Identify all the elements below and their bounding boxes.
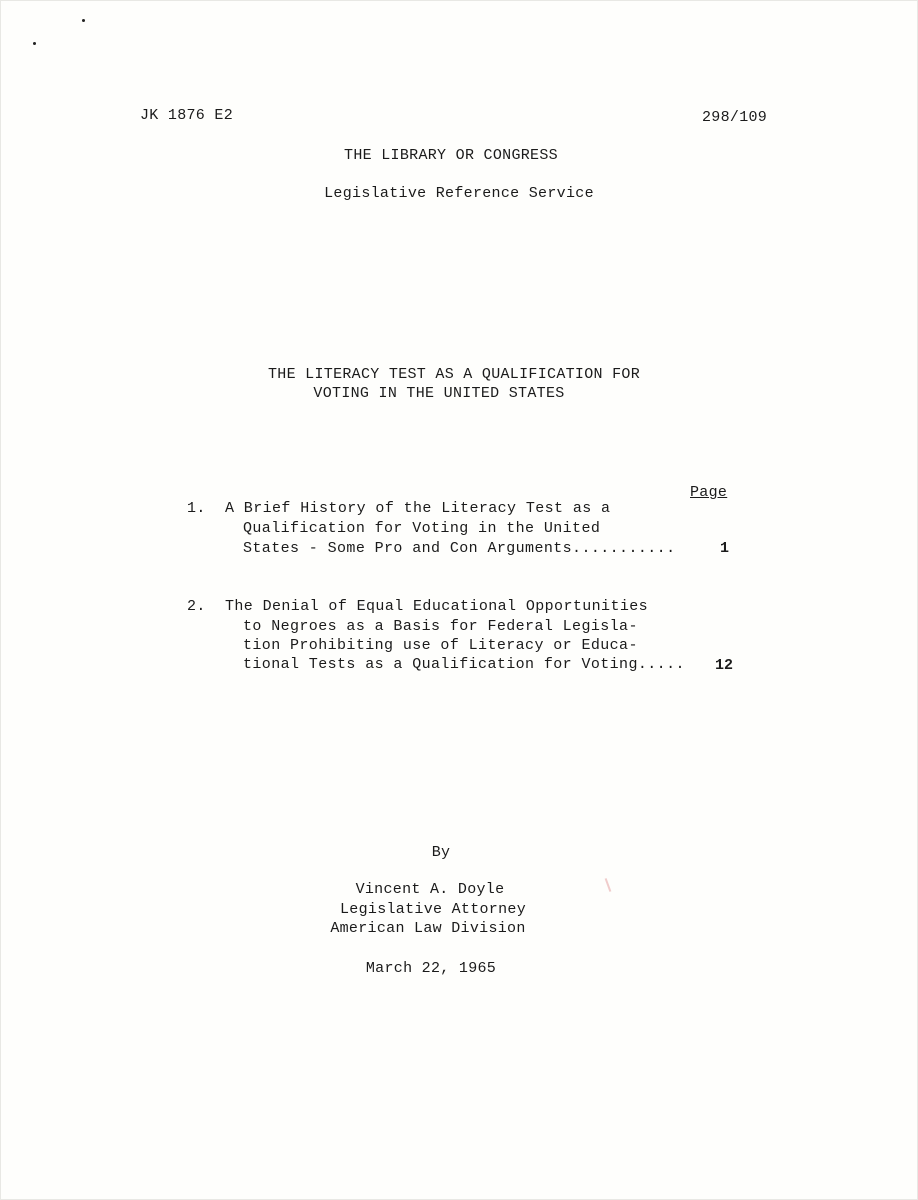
author-division: American Law Division xyxy=(330,920,526,937)
toc-item-line: States - Some Pro and Con Arguments........... xyxy=(243,540,676,557)
paper-speck xyxy=(82,19,85,22)
toc-item-page: 12 xyxy=(715,657,734,674)
author-position: Legislative Attorney xyxy=(339,901,527,918)
author-name: Vincent A. Doyle xyxy=(355,881,505,898)
call-number: JK 1876 E2 xyxy=(140,107,234,124)
toc-item-number: 2. xyxy=(187,598,206,615)
toc-item-line: Qualification for Voting in the United xyxy=(243,520,601,537)
service-name: Legislative Reference Service xyxy=(324,185,594,202)
institution-name: THE LIBRARY OR CONGRESS xyxy=(344,147,558,164)
title-line-2: VOTING IN THE UNITED STATES xyxy=(313,385,565,402)
document-date: March 22, 1965 xyxy=(365,960,497,977)
toc-item-number: 1. xyxy=(187,500,206,517)
document-number: 298/109 xyxy=(702,109,768,126)
toc-item-line: The Denial of Equal Educational Opportunities xyxy=(225,598,649,615)
toc-item-line: tional Tests as a Qualification for Voting..... xyxy=(243,656,685,673)
toc-item-line: tion Prohibiting use of Literacy or Educa- xyxy=(243,637,638,654)
title-line-1: THE LITERACY TEST AS A QUALIFICATION FOR xyxy=(267,366,641,383)
paper-speck xyxy=(33,42,36,45)
toc-item-line: to Negroes as a Basis for Federal Legisla- xyxy=(243,618,638,635)
toc-item-page: 1 xyxy=(720,540,730,557)
byline-by: By xyxy=(431,844,451,861)
toc-page-header: Page xyxy=(690,484,728,501)
toc-item-line: A Brief History of the Literacy Test as a xyxy=(225,500,611,517)
